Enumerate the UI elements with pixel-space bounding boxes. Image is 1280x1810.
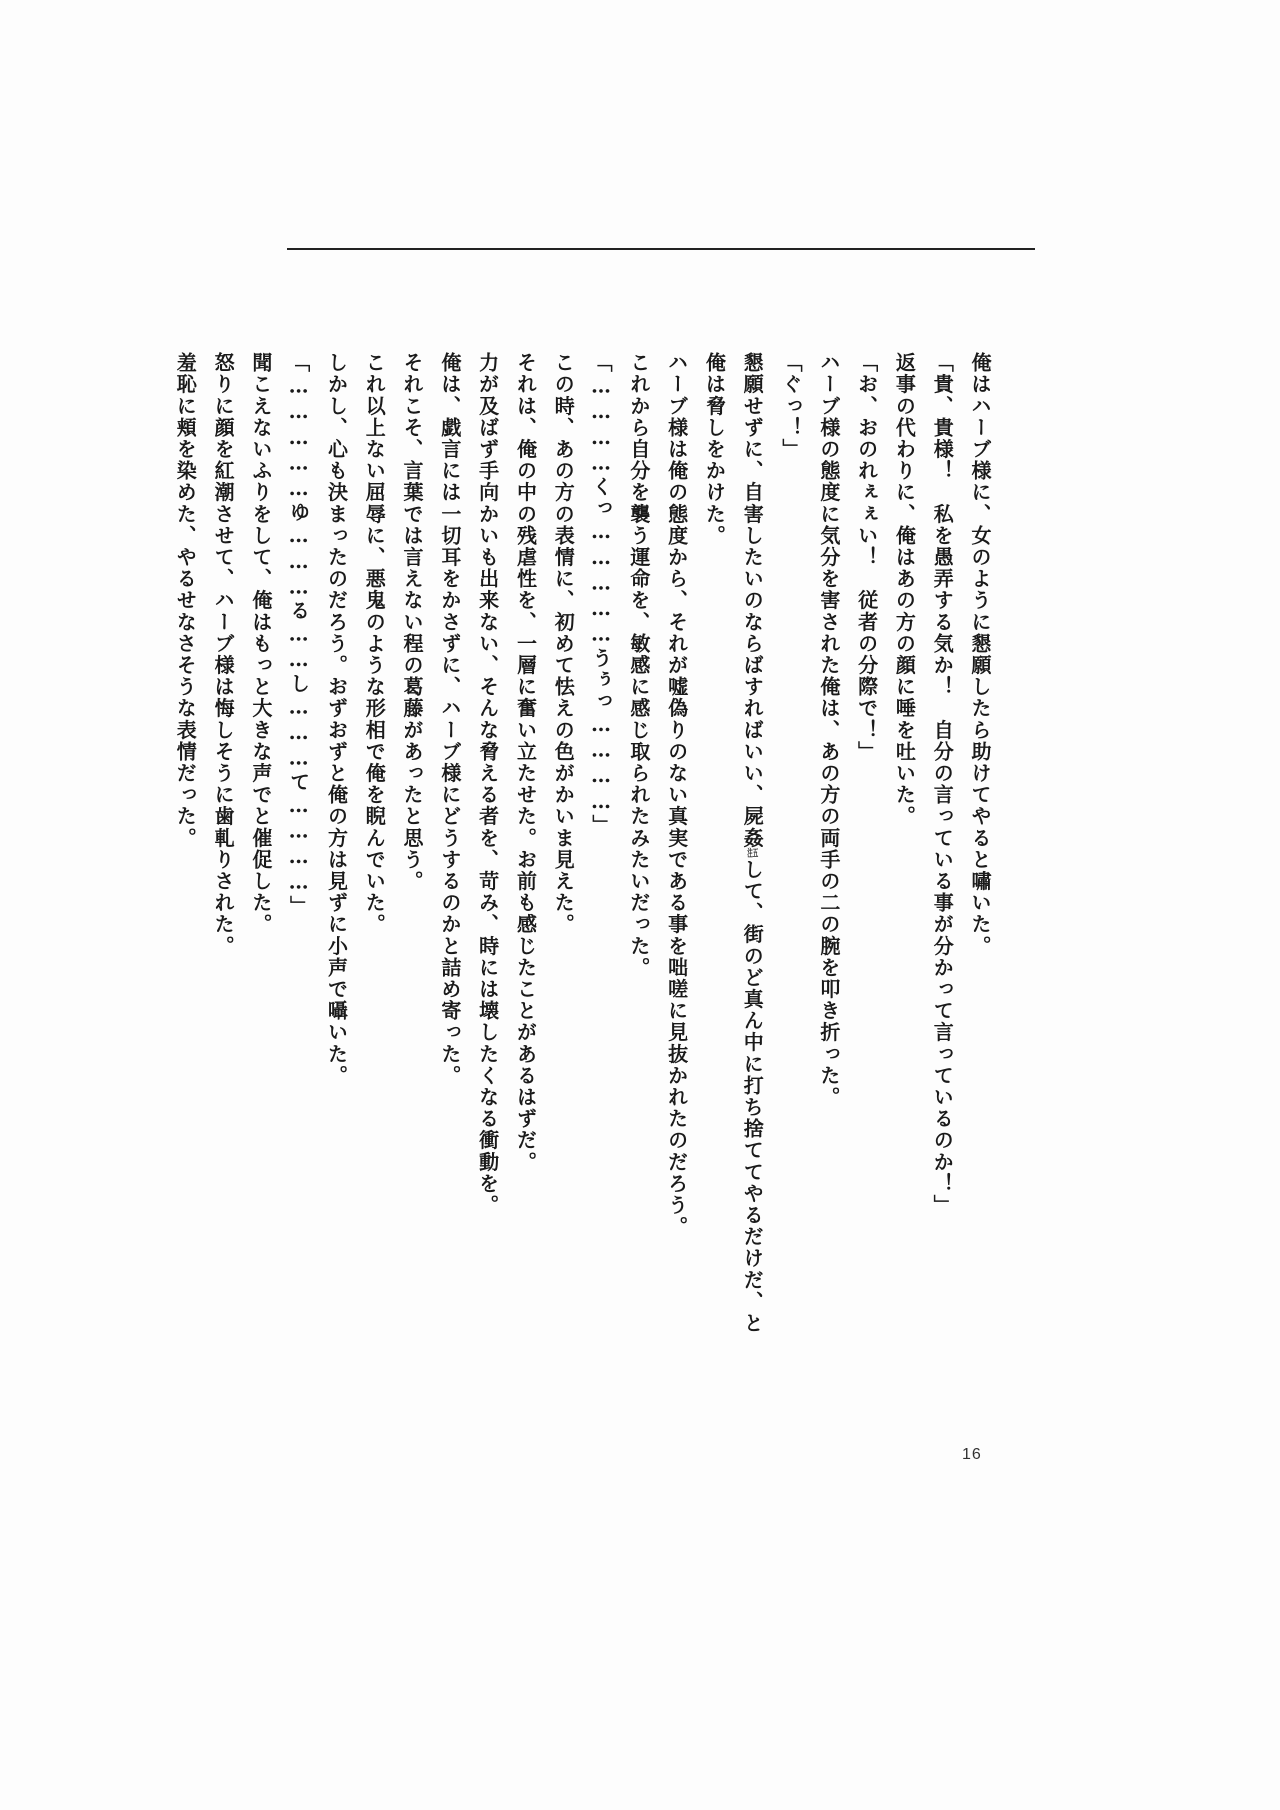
page-number: 16 — [962, 1446, 982, 1463]
header-rule — [287, 248, 1035, 250]
text-line-7-end: して、街のど真ん中に打ち捨ててやるだけだ、と — [740, 858, 765, 1335]
text-line-17: これ以上ない屈辱に、悪鬼のような形相で俺を睨んでいた。 — [362, 352, 387, 936]
text-line-18: しかし、心も決まったのだろう。おずおずと俺の方は見ずに小声で囁いた。 — [324, 352, 349, 1087]
text-line-21: 怒りに顔を紅潮させて、ハーブ様は悔しそうに歯軋りされた。 — [211, 352, 236, 957]
text-line-7 — [732, 352, 771, 1335]
text-line-5: ハーブ様の態度に気分を害された俺は、あの方の両手の二の腕を叩き折った。 — [816, 352, 841, 1108]
text-line-19: 「……………ゆ………る……し………て…………」 — [286, 352, 311, 917]
text-line-4: 「お、おのれぇぇい！ 従者の分際で！」 — [854, 352, 879, 763]
text-line-3: 返事の代わりに、俺はあの方の顔に唾を吐いた。 — [892, 352, 917, 828]
text-line-6: 「ぐっ！」 — [779, 352, 804, 460]
vertical-text-body — [165, 352, 998, 1335]
text-line-1: 俺はハーブ様に、女のように懇願したら助けてやると嘯いた。 — [968, 352, 992, 957]
text-line-7-start: 懇願せずに、自害したいのならばすればいい、屍姦 — [740, 352, 765, 849]
text-line-20: 聞こえないふりをして、俺はもっと大きな声でと催促した。 — [248, 352, 273, 936]
text-line-11: 「…………くっ……………うぅっ…………」 — [589, 352, 614, 836]
text-line-12: この時、あの方の表情に、初めて怯えの色がかいま見えた。 — [551, 352, 576, 936]
text-line-2: 「貴、貴様！ 私を愚弄する気か！ 自分の言っている事が分かって言っているのか！」 — [930, 352, 955, 1216]
text-line-10: これから自分を襲う運命を、敏感に感じ取られたみたいだった。 — [626, 352, 651, 979]
text-line-22: 羞恥に頬を染めた、やるせなさそうな表情だった。 — [173, 352, 198, 849]
text-line-9: ハーブ様は俺の態度から、それが嘘偽りのない真実である事を咄嗟に見抜かれたのだろう。 — [664, 352, 689, 1238]
text-line-16: それこそ、言葉では言えない程の葛藤があったと思う。 — [400, 352, 425, 892]
footnote-marker: 注五 — [747, 848, 759, 859]
text-line-8: 俺は脅しをかけた。 — [702, 352, 727, 547]
text-line-14: 力が及ばず手向かいも出来ない、そんな脅える者を、苛み、時には壊したくなる衝動を。 — [475, 352, 500, 1216]
text-line-15: 俺は、戯言には一切耳をかさずに、ハーブ様にどうするのかと詰め寄った。 — [437, 352, 462, 1087]
text-line-13: それは、俺の中の残虐性を、一層に奮い立たせた。お前も感じたことがあるはずだ。 — [513, 352, 538, 1173]
